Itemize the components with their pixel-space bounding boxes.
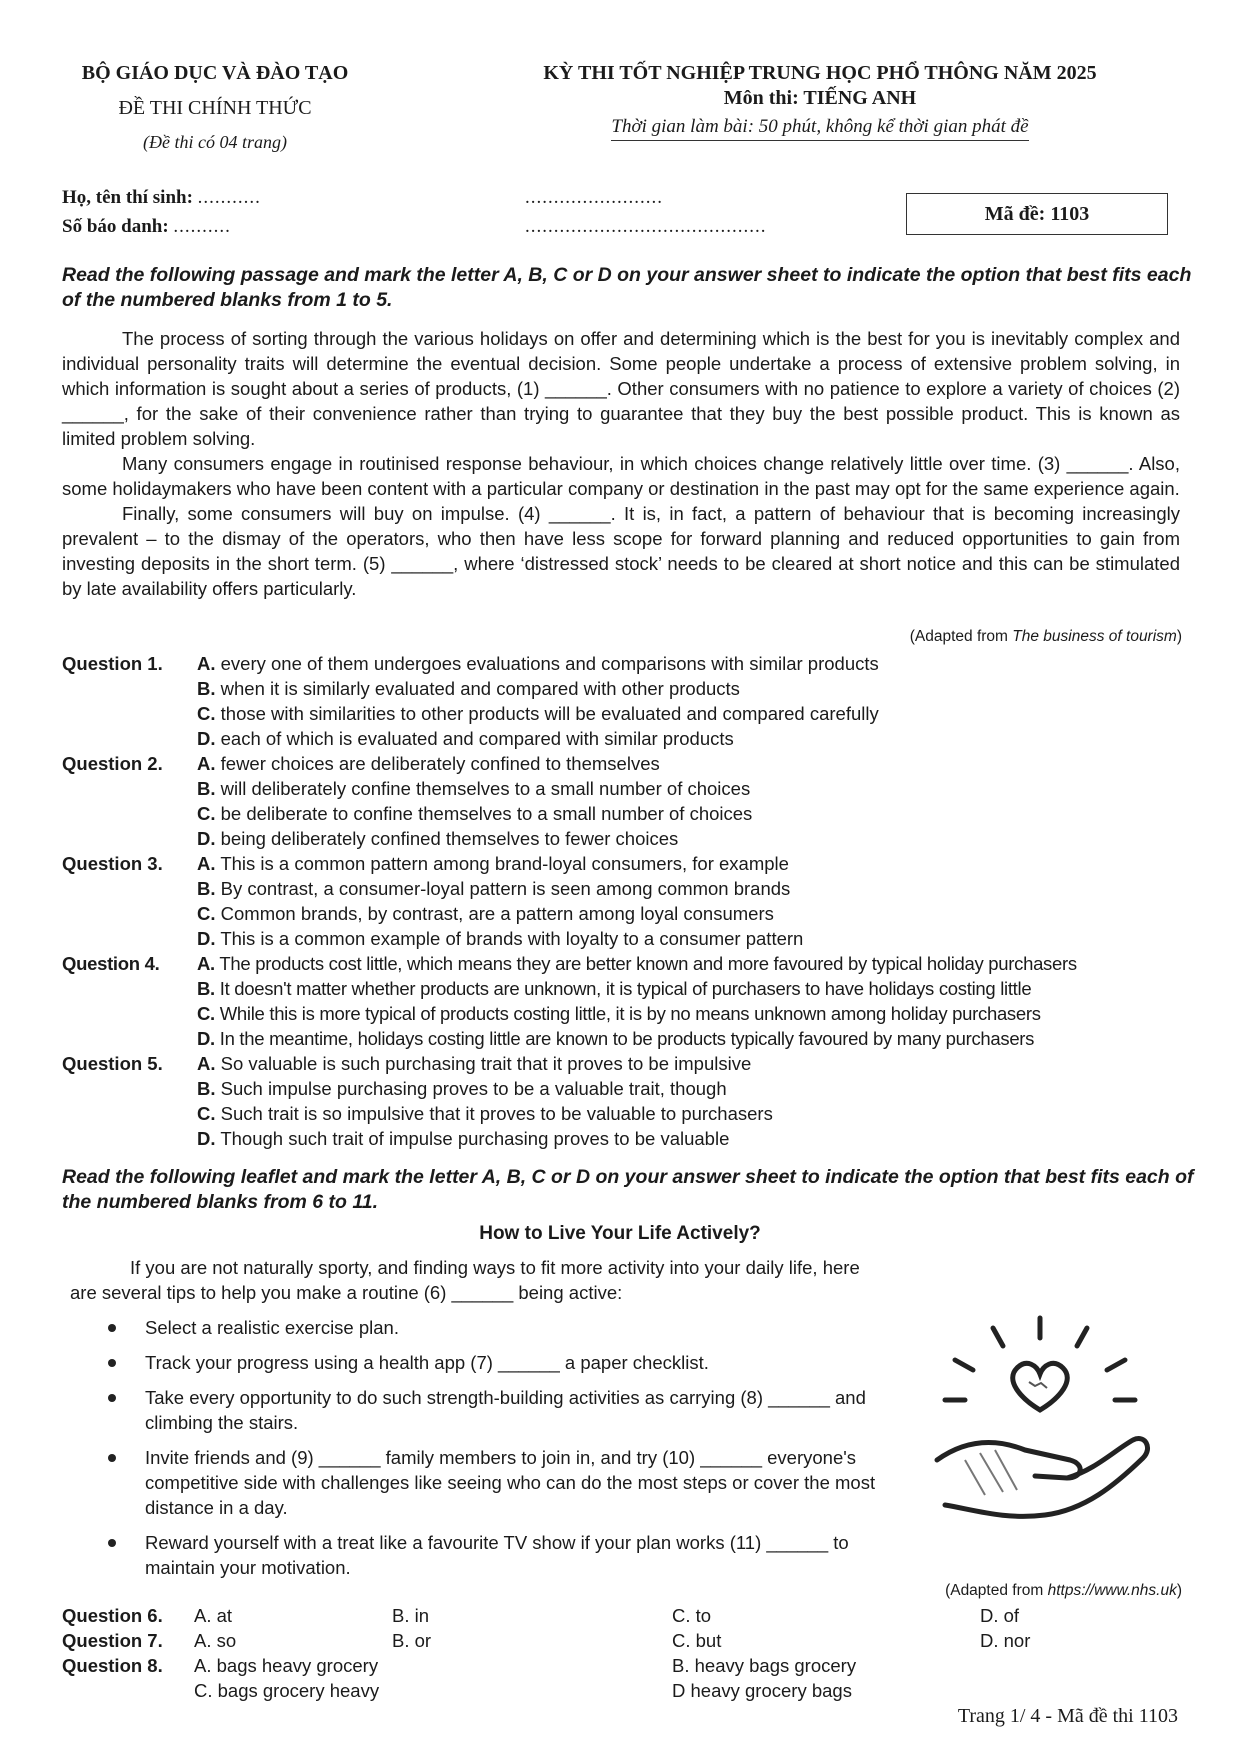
q6-option-b[interactable]: B. in — [392, 1605, 430, 1626]
q6-option-c[interactable]: C. to — [672, 1605, 712, 1626]
question-1 — [62, 651, 1192, 751]
option-c[interactable]: C. be deliberate to confine themselves to a small number of choices — [197, 803, 753, 824]
option-b[interactable]: B. It doesn't matter whether products are unknown, it is typical of purchasers to have holidays costing little — [197, 978, 1032, 999]
question-label: Question 4. — [62, 953, 160, 974]
option-a[interactable]: A. every one of them undergoes evaluations and comparisons with similar products — [197, 653, 879, 674]
question-6-label: Question 6. — [62, 1605, 163, 1626]
q7-option-d[interactable]: D. nor — [980, 1630, 1031, 1651]
id-dots-2: .......................................... — [525, 216, 767, 237]
q8-option-c[interactable]: C. bags grocery heavy — [194, 1680, 380, 1701]
passage-source — [910, 628, 1182, 646]
source-title: The business of tourism — [1012, 628, 1177, 645]
q7-option-a[interactable]: A. so — [194, 1630, 237, 1651]
option-b[interactable]: B. By contrast, a consumer-loyal pattern is seen among common brands — [197, 878, 791, 899]
question-label: Question 5. — [62, 1053, 163, 1074]
name-dots: ........... — [197, 187, 261, 208]
option-d[interactable]: D. This is a common example of brands with loyalty to a consumer pattern — [197, 928, 804, 949]
id-label: Số báo danh: — [62, 216, 169, 237]
header-left — [70, 62, 360, 153]
leaflet-bullets — [100, 1315, 880, 1580]
question-5 — [62, 1051, 1192, 1151]
q8-option-d[interactable]: D heavy grocery bags — [672, 1680, 852, 1701]
question-3 — [62, 851, 1192, 951]
question-7-label: Question 7. — [62, 1630, 163, 1651]
heart-in-hand-icon — [925, 1310, 1155, 1540]
option-d[interactable]: D. each of which is evaluated and compared with similar products — [197, 728, 734, 749]
leaflet-intro-text: If you are not naturally sporty, and finding ways to fit more activity into your daily life, here are several tips to help you make a routine (6) ______ being active: — [70, 1257, 860, 1303]
option-c[interactable]: C. those with similarities to other products will be evaluated and compared carefully — [197, 703, 879, 724]
question-8-label: Question 8. — [62, 1655, 163, 1676]
option-d[interactable]: D. In the meantime, holidays costing little are known to be products typically favoured by many purchasers — [197, 1028, 1035, 1049]
id-dots: .......... — [173, 216, 231, 237]
leaflet-title: How to Live Your Life Actively? — [479, 1223, 761, 1244]
ministry: BỘ GIÁO DỤC VÀ ĐÀO TẠO — [81, 62, 349, 84]
bullet-item: Invite friends and (9) ______ family members to join in, and try (10) ______ everyone's competitive side with challenges like seeing who can do the most steps or cover the most distance in a day. — [100, 1445, 880, 1520]
question-2 — [62, 751, 1192, 851]
header-right — [470, 62, 1170, 141]
q6-option-d[interactable]: D. of — [980, 1605, 1020, 1626]
name-label: Họ, tên thí sinh: — [62, 187, 193, 208]
questions-1-5 — [62, 651, 1192, 1151]
option-a[interactable]: A. So valuable is such purchasing trait that it proves to be impulsive — [197, 1053, 752, 1074]
option-c[interactable]: C. While this is more typical of products costing little, it is by no means unknown among holiday purchasers — [197, 1003, 1041, 1024]
option-a[interactable]: A. fewer choices are deliberately confined to themselves — [197, 753, 660, 774]
leaflet-source — [945, 1582, 1182, 1600]
questions-6-8 — [62, 1603, 1182, 1703]
candidate-info — [62, 183, 261, 241]
bullet-item: Select a realistic exercise plan. — [100, 1315, 880, 1340]
option-a[interactable]: A. The products cost little, which means they are better known and more favoured by typical holiday purchasers — [197, 953, 1077, 974]
option-b[interactable]: B. will deliberately confine themselves to a small number of choices — [197, 778, 751, 799]
leaflet-intro — [70, 1255, 880, 1305]
q8-option-b[interactable]: B. heavy bags grocery — [672, 1655, 857, 1676]
passage-paragraph-3: Finally, some consumers will buy on impulse. (4) ______. It is, in fact, a pattern of behaviour that is becoming increasingly prevalent – to the dismay of the operators, who then have less scope for forward planning and reduced opportunities to gain from investing deposits in the short term. (5) ______, where ‘distressed stock’ needs to be cleared at short notice and this can be stimulated by late availability offers particularly. — [62, 503, 1180, 599]
option-c[interactable]: C. Common brands, by contrast, are a pattern among loyal consumers — [197, 903, 774, 924]
source-url: https://www.nhs.uk — [1047, 1582, 1177, 1599]
q6-option-a[interactable]: A. at — [194, 1605, 233, 1626]
passage-paragraph-2: Many consumers engage in routinised response behaviour, in which choices change relatively little over time. (3) ______. Also, some holidaymakers who have been content with a particular company or destination in the past may opt for the same experience again. — [62, 453, 1180, 499]
q7-option-b[interactable]: B. or — [392, 1630, 432, 1651]
q8-option-a[interactable]: A. bags heavy grocery — [194, 1655, 379, 1676]
exam-code-box: Mã đề: 1103 — [906, 193, 1168, 235]
section1-instruction: Read the following passage and mark the letter A, B, C or D on your answer sheet to indicate the option that best fits each of the numbered blanks from 1 to 5. — [62, 264, 1192, 311]
subject: Môn thi: TIẾNG ANH — [723, 87, 917, 109]
option-a[interactable]: A. This is a common pattern among brand-loyal consumers, for example — [197, 853, 789, 874]
option-b[interactable]: B. when it is similarly evaluated and compared with other products — [197, 678, 740, 699]
option-d[interactable]: D. being deliberately confined themselves to fewer choices — [197, 828, 679, 849]
pages-note: (Đề thi có 04 trang) — [143, 132, 287, 152]
question-4 — [62, 951, 1192, 1051]
q7-option-c[interactable]: C. but — [672, 1630, 722, 1651]
option-d[interactable]: D. Though such trait of impulse purchasing proves to be valuable — [197, 1128, 730, 1149]
bullet-item: Take every opportunity to do such strength-building activities as carrying (8) ______ and climbing the stairs. — [100, 1385, 880, 1435]
option-b[interactable]: B. Such impulse purchasing proves to be a valuable trait, though — [197, 1078, 727, 1099]
bullet-item: Track your progress using a health app (7) ______ a paper checklist. — [100, 1350, 880, 1375]
section2-instruction: Read the following leaflet and mark the letter A, B, C or D on your answer sheet to indicate the option that best fits each of the numbered blanks from 6 to 11. — [62, 1166, 1194, 1213]
passage — [62, 326, 1180, 601]
candidate-dots — [525, 183, 767, 241]
bullet-item: Reward yourself with a treat like a favourite TV show if your plan works (11) ______ to maintain your motivation. — [100, 1530, 880, 1580]
option-c[interactable]: C. Such trait is so impulsive that it proves to be valuable to purchasers — [197, 1103, 773, 1124]
question-label: Question 3. — [62, 853, 163, 874]
source-prefix: (Adapted from — [945, 1582, 1048, 1599]
time-note: Thời gian làm bài: 50 phút, không kể thời gian phát đề — [611, 116, 1028, 141]
passage-paragraph-1: The process of sorting through the various holidays on offer and determining which is the best for you is inevitably complex and individual personality traits will determine the eventual decision. Some people undertake a process of extensive problem solving, in which information is sought about a series of products, (1) ______. Other consumers with no patience to explore a variety of choices (2) ______, for the sake of their convenience rather than trying to guarantee that they buy the best possible product. This is known as limited problem solving. — [62, 328, 1180, 449]
exam-title: KỲ THI TỐT NGHIỆP TRUNG HỌC PHỔ THÔNG NĂM 2025 — [543, 62, 1097, 84]
source-suffix: ) — [1176, 628, 1182, 645]
name-dots-2: ........................ — [525, 187, 663, 208]
question-label: Question 1. — [62, 653, 163, 674]
source-suffix: ) — [1176, 1582, 1182, 1599]
source-prefix: (Adapted from — [909, 628, 1013, 645]
page-footer: Trang 1/ 4 - Mã đề thi 1103 — [957, 1705, 1178, 1727]
official-label: ĐỀ THI CHÍNH THỨC — [118, 97, 312, 119]
question-label: Question 2. — [62, 753, 163, 774]
